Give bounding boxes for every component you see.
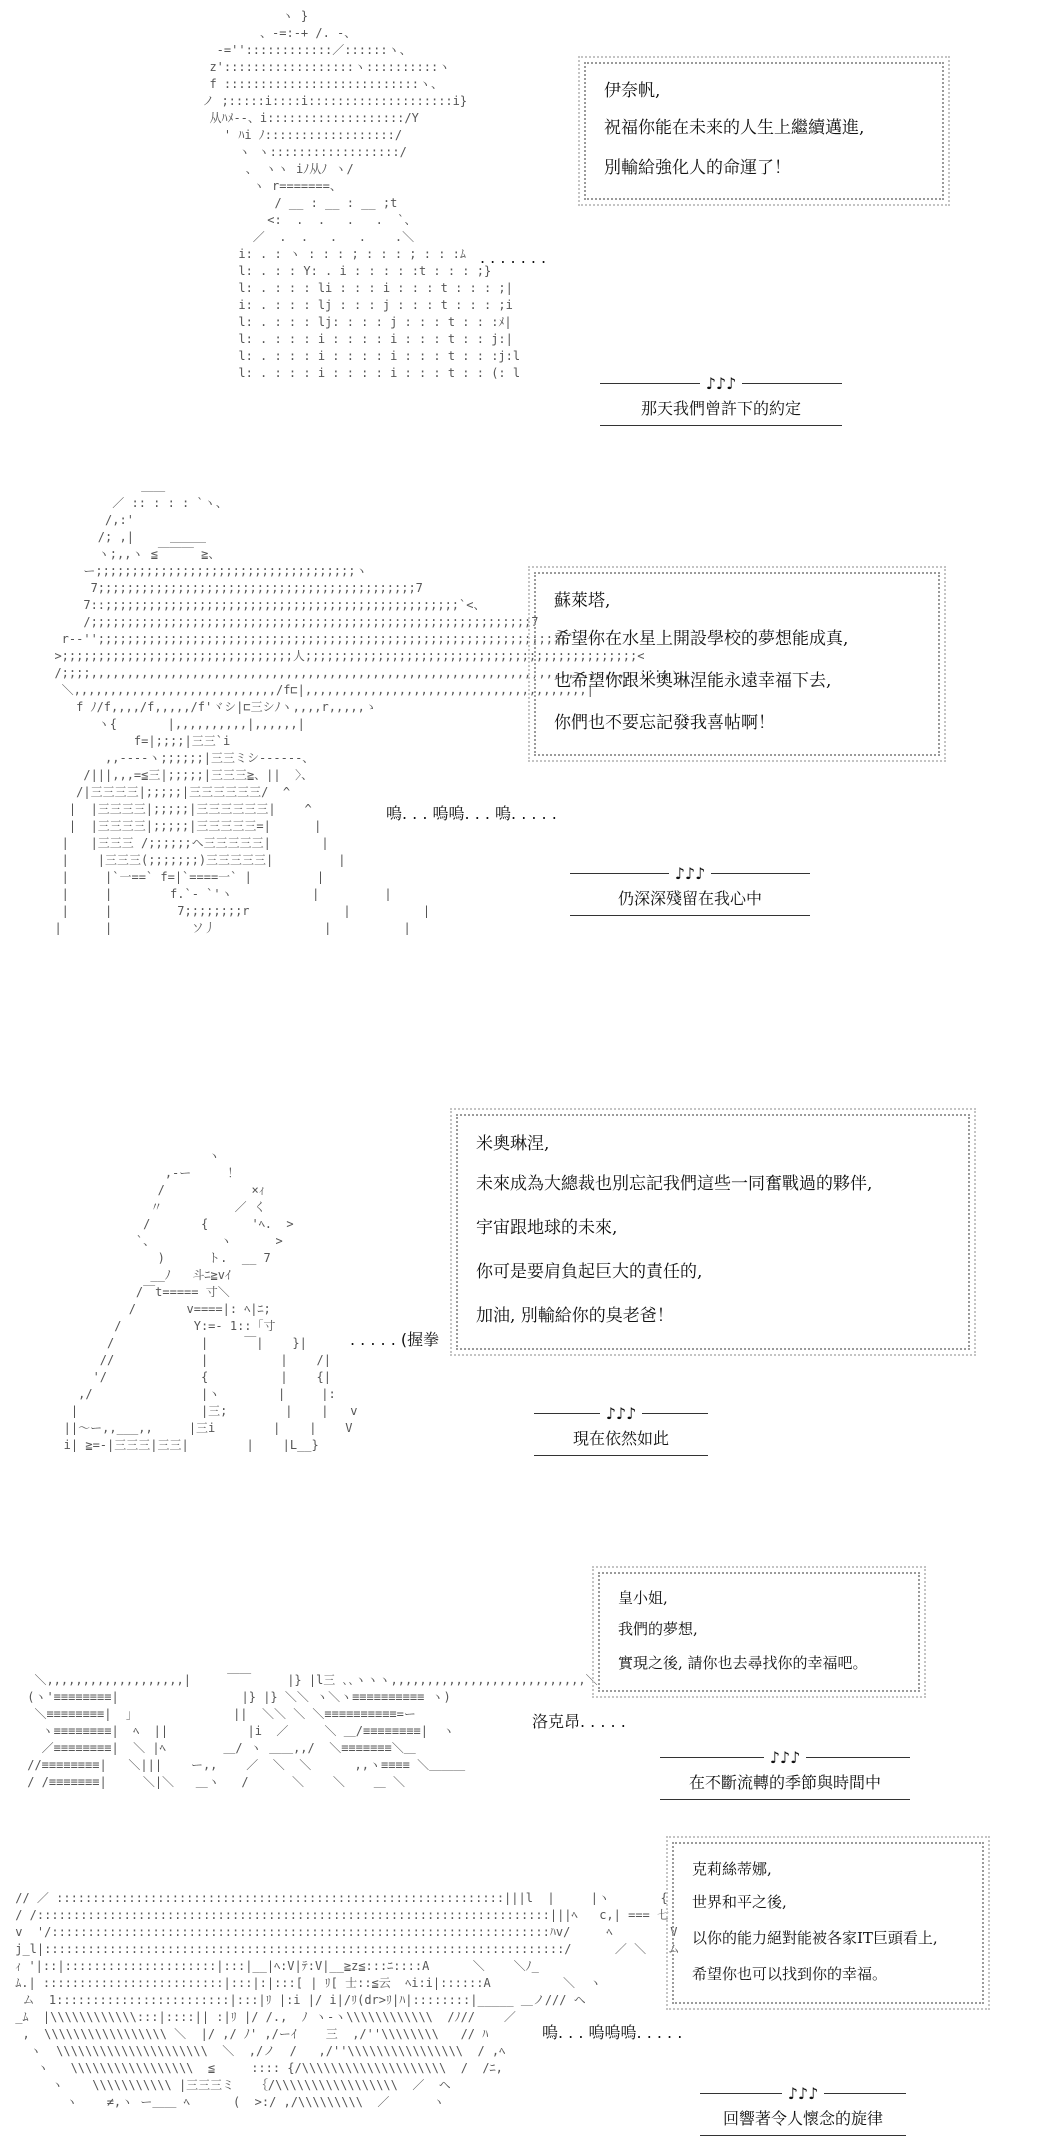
ascii-art-character-1: ヽ } 、-=:-+ /. -、 -=''::::::::::::／::::::ヽ、 z'::::::::::::::::::ヽ::::::::::ヽ f :::::::::::::::::::::::::::ヽ、 ノ ;:::::i::::i::::::::::::::::::::i} 从ﾊﾒ--、i:::::::::::::::::::/Y ' ﾊi ﾉ::::::::::::::::::/ ヽ ヽ::::::::::::::::::/ 、 ヽヽ iﾉ从ﾉ ヽ/ ヽ r=======、 / __ : __ : __ ;t <: . . . . `、 ／ . . . . .＼ i: . : ヽ : : : ; : : : ; : : :ﾑ l: . : : Y: . i : : : : :t : : : ;} l: . : : : li : : : i : : : t : : : ;| i: . : : : lj : : : j : : : t : : : ;i l: . : : : lj: : : : j : : : t : : :ﾒ| l: . : : : i : : : : i : : : t : : j:| l: . : : : i : : : : i : : : t : : :j:l l: . : : : i : : : : i : : : t : : (: l: [202, 9, 521, 380]
song-caption-5: [700, 2082, 906, 2136]
dialogue-box-3: [456, 1114, 970, 1350]
dialogue-line: 你可是要肩負起巨大的責任的,: [476, 1262, 703, 1282]
dialogue-line: 你們也不要忘記發我喜帖啊！: [554, 713, 775, 733]
ascii-art-scene-5: // ／ ::::::::::::::::::::::::::::::::::::::::::::::::::::::::::::::|||l | |ヽ { / /:::::::::::::::::::::::::::::::::::::::::::::::::::::::::::::::::::::::|||ﾍ c,| === 七 v '/:::::::::::::::::::::::::::::::::::::::::::::::::::::::::::::::::::::ﾊv/ ﾍ V j_l|::::::::::::::::::::::::::::::::::::::::::::::::::::::::::::::::::::::::/ ／ ＼ ム ｨ '|::|:::::::::::::::::::::|:::|__|ﾍ:V|ﾃ:V|__≧z≦:::ﾆ::::A ＼ ＼ﾉ_ ﾑ.| :::::::::::::::::::::::::|:::|:|:::[ | ﾘ[ 士::≦云 ﾍi:i|::::::A ＼ ヽ ム 1::::::::::::::::::::::::|:::|ﾘ |:i |/ i|/ﾘ(dr>ﾘ|ﾊ|::::::::|_____ ＿ノ/// ヘ _ﾑ |\\\\\\\\\\\\:::|::::|| :|ﾘ |/ /., ﾉ ヽ-ヽ\\\\\\\\\\\\ /ﾉ// ／ , \\\\\\\\\\\\\\\\\ ＼ |/ ,/ ﾉ' ,/ーｲ 三 ,/''\\\\\\\\ // ﾊ ヽ \\\\\\\\\\\\\\\\\\\\\ ＼ ,/ノ / ,/''\\\\\\\\\\\\\\\\ / ,ﾍ ヽ \\\\\\\\\\\\\\\\\ ≦ :::: {/\\\\\\\\\\\\\\\\\\\\ / /ﾆ, ヽ \\\\\\\\\\\ |三三三ミ ｛/\\\\\\\\\\\\\\\\\ ／ ヘ ヽ ≠,ヽ ー＿＿ ﾍ ( >:/ ,/\\\\\\\\\ ／ ヽ: [15, 1891, 680, 2109]
dialogue-line: 伊奈帆,: [604, 81, 661, 101]
dialogue-line: 宇宙跟地球的未來,: [476, 1218, 618, 1238]
song-caption-3: [534, 1402, 708, 1456]
dialogue-box-2: [534, 572, 940, 756]
song-caption-4: [660, 1746, 910, 1800]
sound-effect-2: 嗚. . . 嗚嗚. . . 嗚. . . . .: [386, 804, 557, 823]
caption-text: 在不斷流轉的季節與時間中: [660, 1768, 910, 1800]
music-notes-icon: ♪♪♪: [605, 1403, 637, 1423]
music-notes-icon: ♪♪♪: [674, 863, 706, 883]
caption-text: 現在依然如此: [534, 1424, 708, 1456]
sound-effect-4: 洛克昂. . . . .: [532, 1712, 626, 1731]
dialogue-line: 蘇萊塔,: [554, 591, 611, 611]
ascii-art-character-3: ヽ ,-ー ！ / ×ｨ 〃 ／ く / { 'ﾍ. > `、 ヽ > ) ト. __ 7 __ﾉ 斗ﾆ≧vｲ /￣t===== 寸＼ / v====|: ﾍ|ﾆ; / Y:=- 1::「寸 / | ￣| }| // | | /| '/ { | {| ,/ |ヽ | |: | |三; | | v ||～ー,,___,, |三i | | V i| ≧=-|三三三|三三| | |L__}: [63, 1149, 358, 1452]
panel-5: [0, 1820, 1040, 2142]
sound-effect-5: 嗚. . . 嗚嗚嗚. . . . .: [542, 2023, 683, 2042]
ascii-art-scene-4: ＼,,,,,,,,,,,,,,,,,,,| ￣￣ |} |l三 ､､ヽヽヽ,,,,,,,,,,,,,,,,,,,,,,,,,,,＼ (ヽ'≡≡≡≡≡≡≡≡| |} |} ＼＼ ヽ＼ヽ≡≡≡≡≡≡≡≡≡≡ ヽ) ＼≡≡≡≡≡≡≡≡| ｣ || ＼＼ ＼ ＼≡≡≡≡≡≡≡≡≡≡=ー ヽ≡≡≡≡≡≡≡≡| ﾍ || |i ／ ＼ ＿/≡≡≡≡≡≡≡≡| ヽ ／≡≡≡≡≡≡≡≡| ＼ |ﾍ ＿/ ヽ ＿＿,,/ ＼≡≡≡≡≡≡≡＼＿ //≡≡≡≡≡≡≡≡| ＼||| ー,, ／ ＼ ＼ ,,ヽ≡≡≡≡ ＼＿＿＿ / /≡≡≡≡≡≡≡| ＼|＼ ＿ヽ / ＼ ＼ ＿ ＼: [27, 1673, 598, 1789]
dialogue-line: 也希望你跟米奧琳涅能永遠幸福下去,: [554, 671, 832, 691]
dialogue-line: 希望你在水星上開設學校的夢想能成真,: [554, 629, 849, 649]
panel-4: [0, 1550, 1040, 1820]
music-notes-icon: ♪♪♪: [705, 373, 737, 393]
song-caption-2: [570, 862, 810, 916]
caption-text: 回響著令人懷念的旋律: [700, 2104, 906, 2136]
sound-effect-3: . . . . . (握拳: [350, 1330, 440, 1349]
dialogue-box-1: [584, 62, 944, 200]
dialogue-box-4: [598, 1572, 920, 1692]
dialogue-box-5: [672, 1842, 984, 2004]
music-notes-icon: ♪♪♪: [769, 1747, 801, 1767]
dialogue-line: 米奧琳涅,: [476, 1134, 550, 1154]
dialogue-line: 克莉絲蒂娜,: [692, 1860, 772, 1878]
panel-1: [0, 0, 1040, 470]
dialogue-line: 加油, 別輸給你的臭老爸！: [476, 1306, 674, 1326]
music-notes-icon: ♪♪♪: [787, 2083, 819, 2103]
dialogue-line: 皇小姐,: [618, 1589, 668, 1607]
caption-text: 仍深深殘留在我心中: [570, 884, 810, 916]
dialogue-line: 別輸給強化人的命運了！: [604, 158, 791, 178]
dialogue-line: 我們的夢想,: [618, 1620, 698, 1638]
dialogue-line: 世界和平之後,: [692, 1893, 787, 1911]
ascii-art-character-2: ＿＿ ／ :: : : : `ヽ、 /,:' /; ,| ＿＿＿ ヽ;,,ヽ ≦￣￣￣ ≧、 ー;;;;;;;;;;;;;;;;;;;;;;;;;;;;;;;;;;;;ヽ 7;;;;;;;;;;;;;;;;;;;;;;;;;;;;;;;;;;;;;;;;;;;;7 7::;;;;;;;;;;;;;;;;;;;;;;;;;;;;;;;;;;;;;;;;;;;;;;;;;`<、 /;;;;;;;;;;;;;;;;;;;;;;;;;;;;;;;;;;;;;;;;;;;;;;;;;;;;;;;;;;;;;7 r--'';;;;;;;;;;;;;;;;;;;;;;;;;;;;;;;;;;;;;;;;;;;;;;;;;;;;;;;;;;;;;;;;;`ヽ一 >;;;;;;;;;;;;;;;;;;;;;;;;;;;;;;;;人;;;;;;;;;;;;;;;;;;;;;;;;;;;;;;;;;;;;;;;;;;;;;;< /;;;;,,,,,,,,,,,,,,,,,,,,,,,,,,,,,,,,,,,,,,,,,,,,,,,,,,,,,,,,,,,,,,,,,,,,,,,,,,,,;;;;ヽ ＼,,,,,,,,,,,,,,,,,,,,,,,,,,,,/f⊏|,,,,,,,,,,,,,,,,,,,,,,,,,,,,,,,,,,,,,,,| f ﾉ/f,,,,/f,,,,,/f'ヾシ|⊏三シﾉヽ,,,,r,,,,,ゝ ヽ{ |,,,,,,,,,,|,,,,,,| f=|;;;;|三三`i ,,----ヽ;;;;;;|三三ミシ------、 /|||,,,=≦三|;;;;;|三三三≧、|| 〉、 /|三三三三|;;;;;|三三三三三三/ ^ | |三三三三|;;;;;|三三三三三三| ^ | |三三三三|;;;;;|三三三三三=| | | |三三三 /;;;;;;ヘ三三三三三| | | |三三三(;;;;;;;)三三三三三| | | |`一==` f=|`====一` | | | | f.`- `'ヽ | | | | 7;;;;;;;;r | | | | ソ丿 | |: [54, 479, 681, 935]
dialogue-line: 以你的能力絕對能被各家IT巨頭看上,: [692, 1929, 938, 1947]
panel-2: [0, 470, 1040, 1090]
song-caption-1: [600, 372, 842, 426]
dialogue-line: 未來成為大總裁也別忘記我們這些一同奮戰過的夥伴,: [476, 1174, 873, 1194]
dialogue-line: 希望你也可以找到你的幸福。: [692, 1965, 888, 1983]
panel-3: [0, 1090, 1040, 1550]
dialogue-line: 祝福你能在未来的人生上繼續邁進,: [604, 118, 865, 138]
dialogue-line: 實現之後, 請你也去尋找你的幸福吧。: [618, 1654, 868, 1672]
sound-effect-1: . . . . . . .: [480, 248, 547, 267]
caption-text: 那天我們曾許下的約定: [600, 394, 842, 426]
